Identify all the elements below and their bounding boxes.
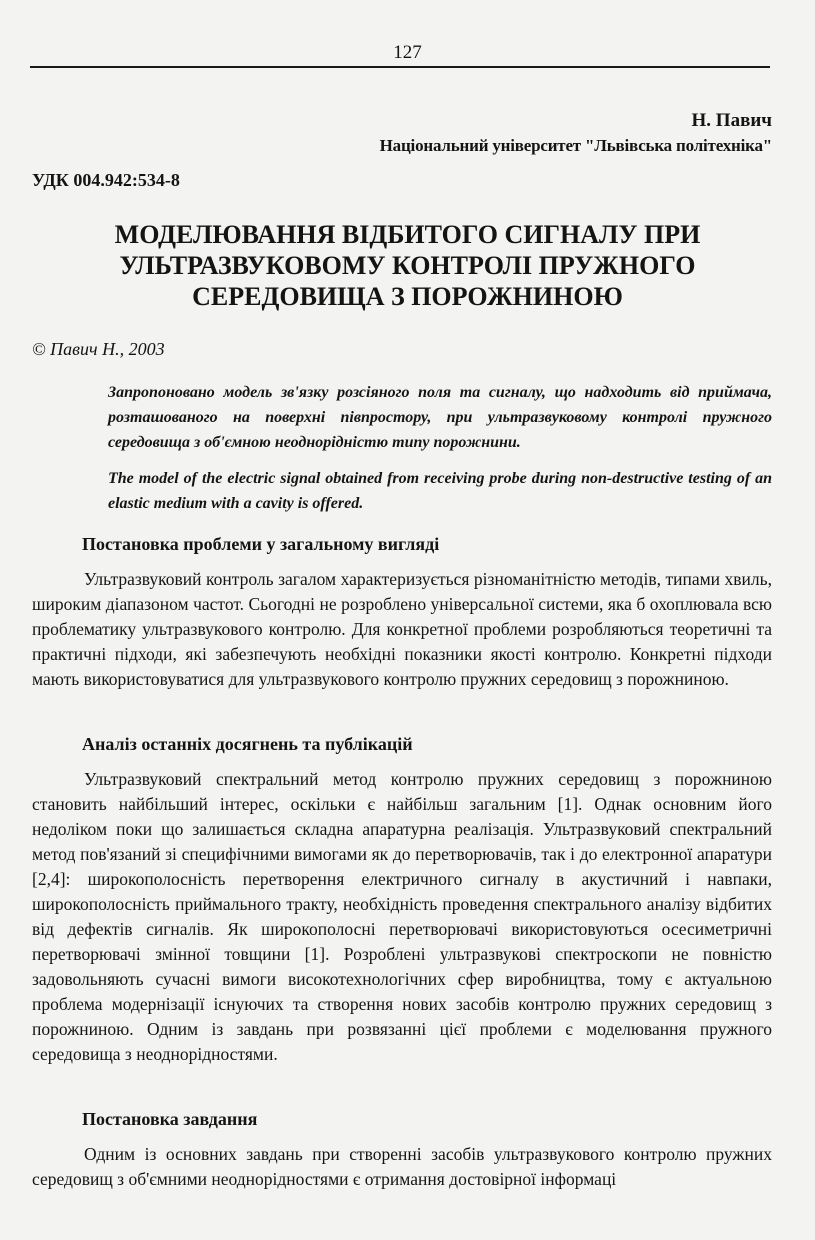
abstract-ukrainian: Запропоновано модель зв'язку розсіяного поля та сигналу, що надходить від приймача, розташованого на поверхні півпростору, при ультразвуковому контролі пружного середовища з об'ємною неоднорідністю типу порожнини. (108, 384, 772, 451)
abstract-english: The model of the electric signal obtained from receiving probe during non-destructive testing of an elastic medium with a cavity is offered. (108, 470, 772, 512)
author-affiliation: Національний університет "Львівська політехніка" (379, 136, 772, 155)
section-heading-review: Аналіз останніх досягнень та публікацій (82, 734, 413, 754)
copyright-line: © Павич Н., 2003 (32, 339, 165, 359)
section-heading-problem: Постановка проблеми у загальному вигляді (82, 534, 440, 554)
page-number: 127 (393, 42, 422, 63)
author-name: Н. Павич (691, 110, 772, 131)
section-text-task: Одним із основних завдань при створенні засобів ультразвукового контролю пружних середовищ з об'ємними неоднорідностями є отримання достовірної інформаці (32, 1144, 772, 1189)
section-text-review: Ультразвуковий спектральний метод контролю пружних середовищ з порожниною становить найбільший інтерес, оскільки є найбільш загальним [1]. Однак основним його недоліком поки що залишається складна апаратурна реалізація. Ультразвуковий спектральний метод пов'язаний зі специфічними вимогами як до перетворювачів, так і до електронної апаратури [2,4]: широкополосність перетворення електричного сигналу в акустичний і навпаки, широкополосність приймального тракту, необхідність проведення спектрального аналізу відбитих від дефектів сигналів. Як широкополосні перетворювачі використовуються осесиметричні перетворювачі змінної товщини [1]. Розроблені ультразвукові спектроскопи не повністю задовольняють сучасні вимоги високотехнологічних сфер виробництва, тому є актуальною проблема модернізації існуючих та створення нових засобів контролю пружних середовищ з порожниною. Одним із завдань при розвязанні цієї проблеми є моделювання пружного середовища з неоднорідностями. (32, 769, 772, 1064)
section-text-problem: Ультразвуковий контроль загалом характеризується різноманітністю методів, типами хвиль, широким діапазоном частот. Сьогодні не розроблено універсальної системи, яка б охоплювала всю проблематику ультразвукового контролю. Для конкретної проблеми розробляються теоретичні та практичні підходи, які забезпечують необхідні показники якості контролю. Конкретні підходи мають використовуватися для ультразвукового контролю пружних середовищ з порожниною. (32, 569, 772, 689)
header-rule (30, 66, 770, 68)
section-heading-task: Постановка завдання (82, 1109, 258, 1129)
paper-title: МОДЕЛЮВАННЯ ВІДБИТОГО СИГНАЛУ ПРИ УЛЬТРАЗВУКОВОМУ КОНТРОЛІ ПРУЖНОГО СЕРЕДОВИЩА З ПОРОЖНИНОЮ (114, 220, 701, 311)
udk-code: УДК 004.942:534-8 (32, 170, 180, 190)
